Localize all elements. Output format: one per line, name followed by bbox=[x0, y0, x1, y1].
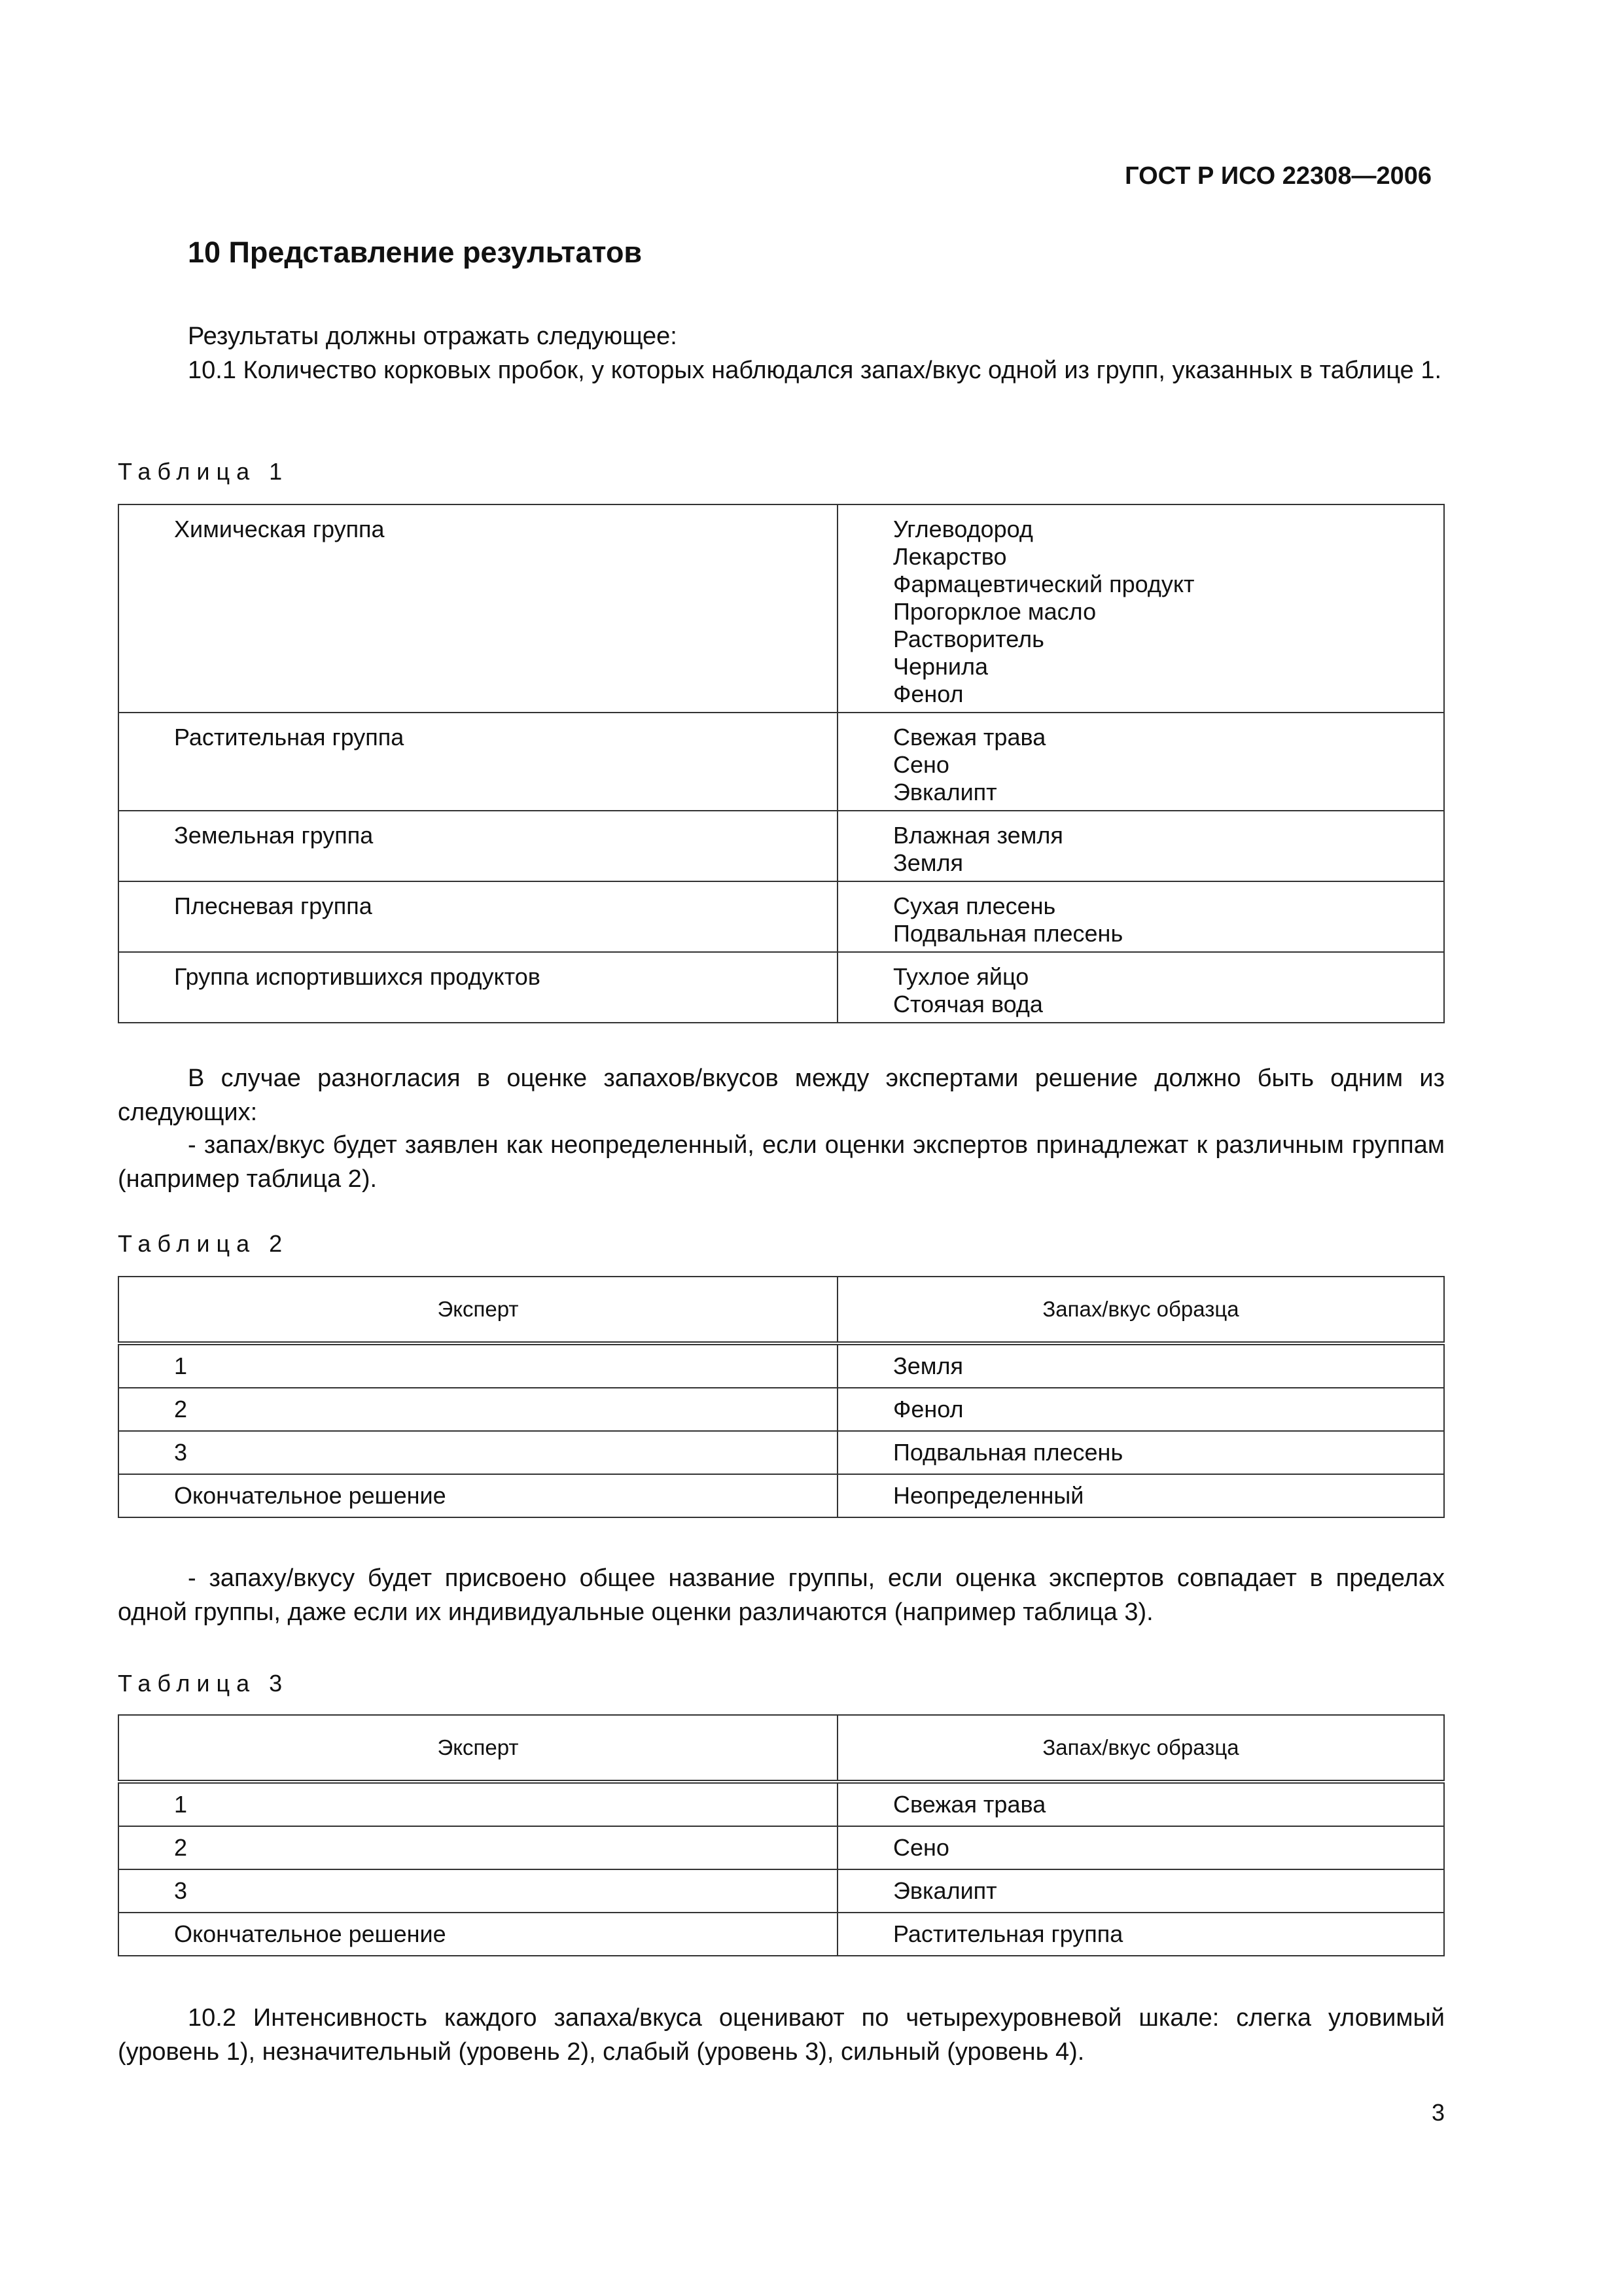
table2-header-expert: Эксперт bbox=[118, 1277, 838, 1343]
sample-cell: Сено bbox=[838, 1826, 1444, 1869]
group-name-cell: Растительная группа bbox=[118, 713, 838, 811]
table-row bbox=[118, 1431, 1444, 1474]
paragraph-10-2-text: 10.2 Интенсивность каждого запаха/вкуса оценивают по четырехуровневой шкале: слегка уловимый (уровень 1), незначительный (уровень 2), слабый (уровень 3), сильный (уровень 4). bbox=[118, 2004, 1445, 2066]
table3-header-sample: Запах/вкус образца bbox=[838, 1715, 1444, 1782]
table1 bbox=[118, 504, 1445, 1023]
table-row bbox=[118, 1782, 1444, 1826]
table-row bbox=[118, 881, 1444, 952]
group-item: Подвальная плесень bbox=[893, 920, 1123, 947]
group-item: Влажная земля bbox=[893, 822, 1063, 849]
sample-cell: Неопределенный bbox=[838, 1474, 1444, 1517]
group-name-cell: Земельная группа bbox=[118, 811, 838, 881]
paragraph-intro bbox=[118, 319, 1445, 353]
page-number: 3 bbox=[1431, 2099, 1445, 2126]
paragraph-dash1-text: - запах/вкус будет заявлен как неопределенный, если оценки экспертов принадлежат к различным группам (например таблица 2). bbox=[118, 1131, 1445, 1193]
paragraph-disagreement bbox=[118, 1061, 1445, 1129]
group-item: Прогорклое масло bbox=[893, 598, 1097, 625]
table-row bbox=[118, 1474, 1444, 1517]
group-item: Фармацевтический продукт bbox=[893, 571, 1195, 597]
table2-label: Таблица 2 bbox=[118, 1230, 289, 1257]
table-row bbox=[118, 811, 1444, 881]
group-items-cell bbox=[838, 504, 1444, 713]
expert-cell: 1 bbox=[118, 1782, 838, 1826]
expert-cell: 3 bbox=[118, 1869, 838, 1913]
table-row bbox=[118, 1826, 1444, 1869]
group-item: Чернила bbox=[893, 653, 989, 680]
paragraph-dash2 bbox=[118, 1561, 1445, 1629]
expert-cell: Окончательное решение bbox=[118, 1474, 838, 1517]
group-item: Сено bbox=[893, 751, 949, 778]
paragraph-10-1-text: 10.1 Количество корковых пробок, у которых наблюдался запах/вкус одной из групп, указанных в таблице 1. bbox=[188, 357, 1442, 384]
expert-cell: 2 bbox=[118, 1388, 838, 1431]
group-items-cell bbox=[838, 713, 1444, 811]
expert-cell: 3 bbox=[118, 1431, 838, 1474]
table3 bbox=[118, 1714, 1445, 1956]
document-code: ГОСТ Р ИСО 22308—2006 bbox=[1125, 162, 1432, 190]
table-row bbox=[118, 504, 1444, 713]
table-row bbox=[118, 1388, 1444, 1431]
group-name-cell: Плесневая группа bbox=[118, 881, 838, 952]
paragraph-disagreement-text: В случае разногласия в оценке запахов/вкусов между экспертами решение должно быть одним из следующих: bbox=[118, 1065, 1445, 1126]
paragraph-intro-text: Результаты должны отражать следующее: bbox=[188, 323, 677, 350]
expert-cell: 2 bbox=[118, 1826, 838, 1869]
paragraph-10-1 bbox=[118, 353, 1445, 387]
sample-cell: Эвкалипт bbox=[838, 1869, 1444, 1913]
table3-header-expert: Эксперт bbox=[118, 1715, 838, 1782]
paragraph-10-2 bbox=[118, 2001, 1445, 2069]
paragraph-dash2-text: - запаху/вкусу будет присвоено общее название группы, если оценка экспертов совпадает в пределах одной группы, даже если их индивидуальные оценки различаются (например таблица 3). bbox=[118, 1564, 1445, 1626]
sample-cell: Земля bbox=[838, 1343, 1444, 1388]
sample-cell: Подвальная плесень bbox=[838, 1431, 1444, 1474]
table-row bbox=[118, 1869, 1444, 1913]
group-item: Растворитель bbox=[893, 626, 1044, 652]
group-item: Тухлое яйцо bbox=[893, 963, 1029, 990]
group-item: Земля bbox=[893, 849, 964, 876]
group-item: Эвкалипт bbox=[893, 779, 997, 805]
sample-cell: Растительная группа bbox=[838, 1913, 1444, 1956]
table-row bbox=[118, 1913, 1444, 1956]
group-item: Сухая плесень bbox=[893, 892, 1056, 919]
group-items-cell bbox=[838, 881, 1444, 952]
table2-header-sample: Запах/вкус образца bbox=[838, 1277, 1444, 1343]
expert-cell: 1 bbox=[118, 1343, 838, 1388]
group-item: Углеводород bbox=[893, 516, 1033, 542]
group-item: Свежая трава bbox=[893, 724, 1046, 751]
group-item: Стоячая вода bbox=[893, 991, 1043, 1017]
sample-cell: Фенол bbox=[838, 1388, 1444, 1431]
table-row bbox=[118, 952, 1444, 1023]
table1-label: Таблица 1 bbox=[118, 458, 289, 485]
table-row bbox=[118, 713, 1444, 811]
group-item: Лекарство bbox=[893, 543, 1007, 570]
section-title: 10 Представление результатов bbox=[188, 236, 643, 269]
paragraph-dash1 bbox=[118, 1128, 1445, 1196]
group-name-cell: Группа испортившихся продуктов bbox=[118, 952, 838, 1023]
group-items-cell bbox=[838, 811, 1444, 881]
group-item: Фенол bbox=[893, 680, 964, 707]
table2 bbox=[118, 1276, 1445, 1518]
sample-cell: Свежая трава bbox=[838, 1782, 1444, 1826]
group-name-cell: Химическая группа bbox=[118, 504, 838, 713]
table3-label: Таблица 3 bbox=[118, 1670, 289, 1697]
group-items-cell bbox=[838, 952, 1444, 1023]
table-row bbox=[118, 1343, 1444, 1388]
expert-cell: Окончательное решение bbox=[118, 1913, 838, 1956]
